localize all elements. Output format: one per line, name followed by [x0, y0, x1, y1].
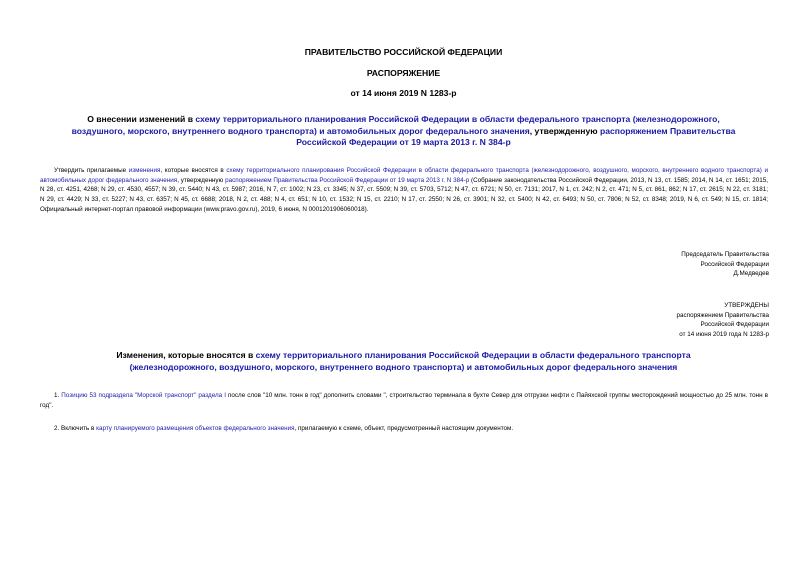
- decree-link[interactable]: распоряжением Правительства Российской Федерации от 19 марта 2013 г. N 384-р: [296, 125, 736, 147]
- changes-title-text: Изменения, которые вносятся в: [116, 350, 256, 360]
- scheme-link[interactable]: схему территориального планирования Российской Федерации в области федерального транспорта (железнодорожного, воздушного, морского, внутреннего водного транспорта) и автомобильных дорог федерального значения: [40, 167, 768, 184]
- government-heading: ПРАВИТЕЛЬСТВО РОССИЙСКОЙ ФЕДЕРАЦИИ: [304, 47, 503, 57]
- map-link[interactable]: карту планируемого размещения объектов федерального значения: [96, 425, 295, 432]
- approval-line: УТВЕРЖДЕНЫ: [724, 302, 769, 309]
- document-type: РАСПОРЯЖЕНИЕ: [366, 68, 441, 78]
- paragraph-text: после слов "10 млн. тонн в год" дополнить словами ", строительство терминала в бухте Север для отгрузки нефти с Пайяхской группы месторождений мощностью до 25 млн. тонн в год".: [40, 392, 768, 409]
- approval-paragraph: [40, 166, 768, 215]
- approval-line: от 14 июня 2019 года N 1283-р: [679, 330, 769, 338]
- item-number: 1.: [54, 392, 62, 399]
- signature-block: [681, 250, 769, 279]
- paragraph-text: , прилагаемую к схеме, объект, предусмотренный настоящим документом.: [294, 425, 514, 432]
- title-text: , утвержденную: [529, 125, 600, 136]
- paragraph-text: 2. Включить в: [54, 425, 97, 432]
- paragraph-text: (Собрание законодательства Российской Федерации, 2013, N 13, ст. 1585; 2014, N 14, ст. 1651; 2015, N 28, ст. 4251, 4268; N 29, ст. 4530, 4557; N 39, ст. 5440; N 43, ст. 5987; 2016, N 7, ст. 1002; N 23, ст. 3345; N 37, ст. 5509; N 39, ст. 5703, 5712; N 47, ст. 6721; N 50, ст. 7131; 2017, N 1, ст. 242; N 2, ст. 471; N 5, ст. 861, 862; N 17, ст. 2615; N 22, ст. 3181; N 29, ст. 4429; N 33, ст. 5227; N 43, ст. 6357; N 45, ст. 6688; 2018, N 2, ст. 488; N 4, ст. 651; N 10, ст. 1532; N 15, ст. 2210; N 17, ст. 2550; N 26, ст. 3901; N 32, ст. 5400; N 42, ст. 6493; N 50, ст. 7806; N 52, ст. 8348; 2019, N 6, ст. 549; N 15, ст. 1814; Официальный интернет-портал правовой информации (www.pravo.gov.ru), 2019, 6 июня, N 0001201906060018).: [40, 176, 768, 213]
- decree-link[interactable]: распоряжением Правительства Российской Федерации от 19 марта 2013 г. N 384-р: [225, 176, 470, 184]
- document-date: от 14 июня 2019 N 1283-р: [350, 88, 457, 98]
- approval-stamp: [677, 301, 769, 339]
- scheme-link[interactable]: схему территориального планирования Российской Федерации в области федерального транспорта (железнодорожного, воздушного, морского, внутреннего водного транспорта) и автомобильных дорог федерального значения: [129, 350, 691, 372]
- approval-line: Российской Федерации: [700, 321, 769, 329]
- position-53-link[interactable]: Позицию 53 подраздела "Морской транспорт" раздела I: [61, 392, 226, 399]
- paragraph-text: , которые вносятся в: [160, 167, 227, 174]
- scheme-link[interactable]: схему территориального планирования Российской Федерации в области федерального транспорта (железнодорожного, воздушного, морского, внутреннего водного транспорта) и автомобильных дорог федерального значения: [71, 114, 720, 136]
- approval-line: распоряжением Правительства: [676, 311, 769, 319]
- signature-line: Д.Медведев: [733, 270, 769, 278]
- item-1-paragraph: [40, 391, 768, 410]
- paragraph-text: , утвержденную: [177, 176, 226, 184]
- item-2-paragraph: [40, 424, 768, 434]
- document-title: [62, 114, 745, 149]
- signature-line: Российской Федерации: [700, 260, 769, 268]
- changes-title: [90, 350, 717, 373]
- paragraph-text: Утвердить прилагаемые: [54, 167, 129, 174]
- signature-line: Председатель Правительства: [681, 251, 769, 258]
- changes-link[interactable]: изменения: [128, 167, 161, 174]
- title-text: О внесении изменений в: [87, 114, 196, 124]
